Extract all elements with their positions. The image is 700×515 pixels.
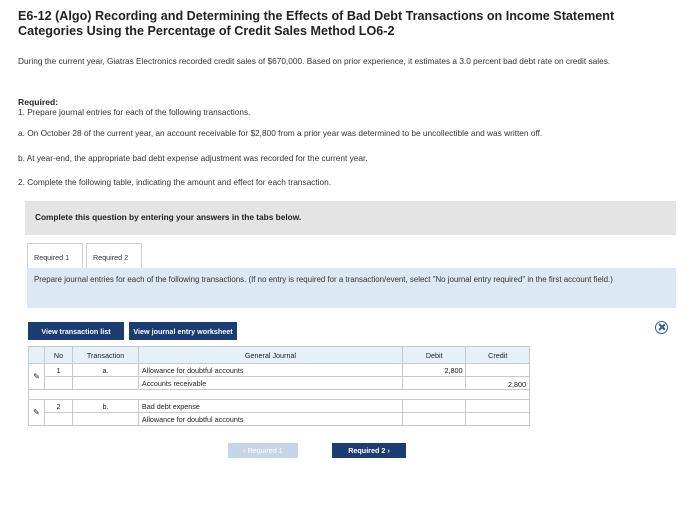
debit-cell[interactable] [403, 400, 466, 413]
page-title: E6-12 (Algo) Recording and Determining the Effects of Bad Debt Transactions on Income Statement Categories Using the Percentage of Credit Sales Method LO6-2 [18, 9, 615, 38]
debit-column-header: Debit [403, 347, 466, 364]
debit-cell[interactable]: 2,800 [403, 364, 466, 377]
account-cell[interactable]: Bad debt expense [138, 400, 402, 413]
instruction-banner [25, 201, 676, 235]
next-required-button[interactable] [332, 443, 406, 458]
tab-required-2[interactable]: Required 2 [86, 243, 142, 269]
view-journal-worksheet-button[interactable]: View journal entry worksheet [129, 322, 237, 340]
credit-cell[interactable]: 2,800 [466, 377, 530, 390]
credit-column-header: Credit [466, 347, 530, 364]
account-cell[interactable]: Allowance for doubtful accounts [138, 364, 402, 377]
banner-text: Complete this question by entering your answers in the tabs below. [35, 212, 302, 222]
prev-required-button[interactable] [228, 443, 298, 458]
transaction-b-text: b. At year-end, the appropriate bad debt expense adjustment was recorded for the current year. [18, 153, 368, 163]
debit-cell[interactable] [403, 413, 466, 426]
table-row [29, 377, 530, 390]
credit-cell[interactable] [466, 400, 530, 413]
required-item-1: 1. Prepare journal entries for each of the following transactions. [18, 107, 251, 117]
prev-label: Required 1 [247, 446, 283, 455]
no-column-header: No [44, 347, 72, 364]
pencil-icon[interactable]: ✎ [29, 364, 45, 390]
instructions-panel [27, 268, 676, 308]
close-icon[interactable] [655, 321, 668, 334]
tab-required-1[interactable]: Required 1 [27, 243, 83, 269]
transaction-column-header: Transaction [73, 347, 139, 364]
credit-cell[interactable] [466, 364, 530, 377]
row-no: 2 [44, 400, 72, 413]
required-item-2: 2. Complete the following table, indicating the amount and effect for each transaction. [18, 177, 332, 187]
required-heading: Required: [18, 97, 59, 107]
next-label: Required 2 [348, 446, 386, 455]
chevron-left-icon: ‹ [243, 446, 248, 455]
row-no: 1 [44, 364, 72, 377]
table-row [29, 364, 530, 377]
account-column-header: General Journal [138, 347, 402, 364]
account-cell[interactable]: Accounts receivable [138, 377, 402, 390]
instructions-text: Prepare journal entries for each of the following transactions. (If no entry is required for a transaction/event, select "No journal entry required" in the first account field.) [34, 275, 613, 284]
view-transaction-list-button[interactable]: View transaction list [28, 322, 124, 340]
debit-cell[interactable] [403, 377, 466, 390]
row-transaction [73, 413, 139, 426]
credit-cell[interactable] [466, 413, 530, 426]
row-no [44, 413, 72, 426]
transaction-a-text: a. On October 28 of the current year, an account receivable for $2,800 from a prior year was determined to be uncollectible and was written off. [18, 128, 543, 138]
row-transaction: a. [73, 364, 139, 377]
problem-intro: During the current year, Giatras Electronics recorded credit sales of $670,000. Based on prior experience, it estimates a 3.0 percent bad debt rate on credit sales. [18, 56, 611, 66]
row-no [44, 377, 72, 390]
table-row [29, 400, 530, 413]
pencil-icon[interactable]: ✎ [29, 400, 45, 426]
row-transaction [73, 377, 139, 390]
table-row [29, 413, 530, 426]
row-transaction: b. [73, 400, 139, 413]
journal-table [28, 346, 530, 426]
account-cell[interactable]: Allowance for doubtful accounts [138, 413, 402, 426]
table-spacer [29, 390, 530, 400]
chevron-right-icon: › [385, 446, 390, 455]
edit-column-header [29, 347, 45, 364]
